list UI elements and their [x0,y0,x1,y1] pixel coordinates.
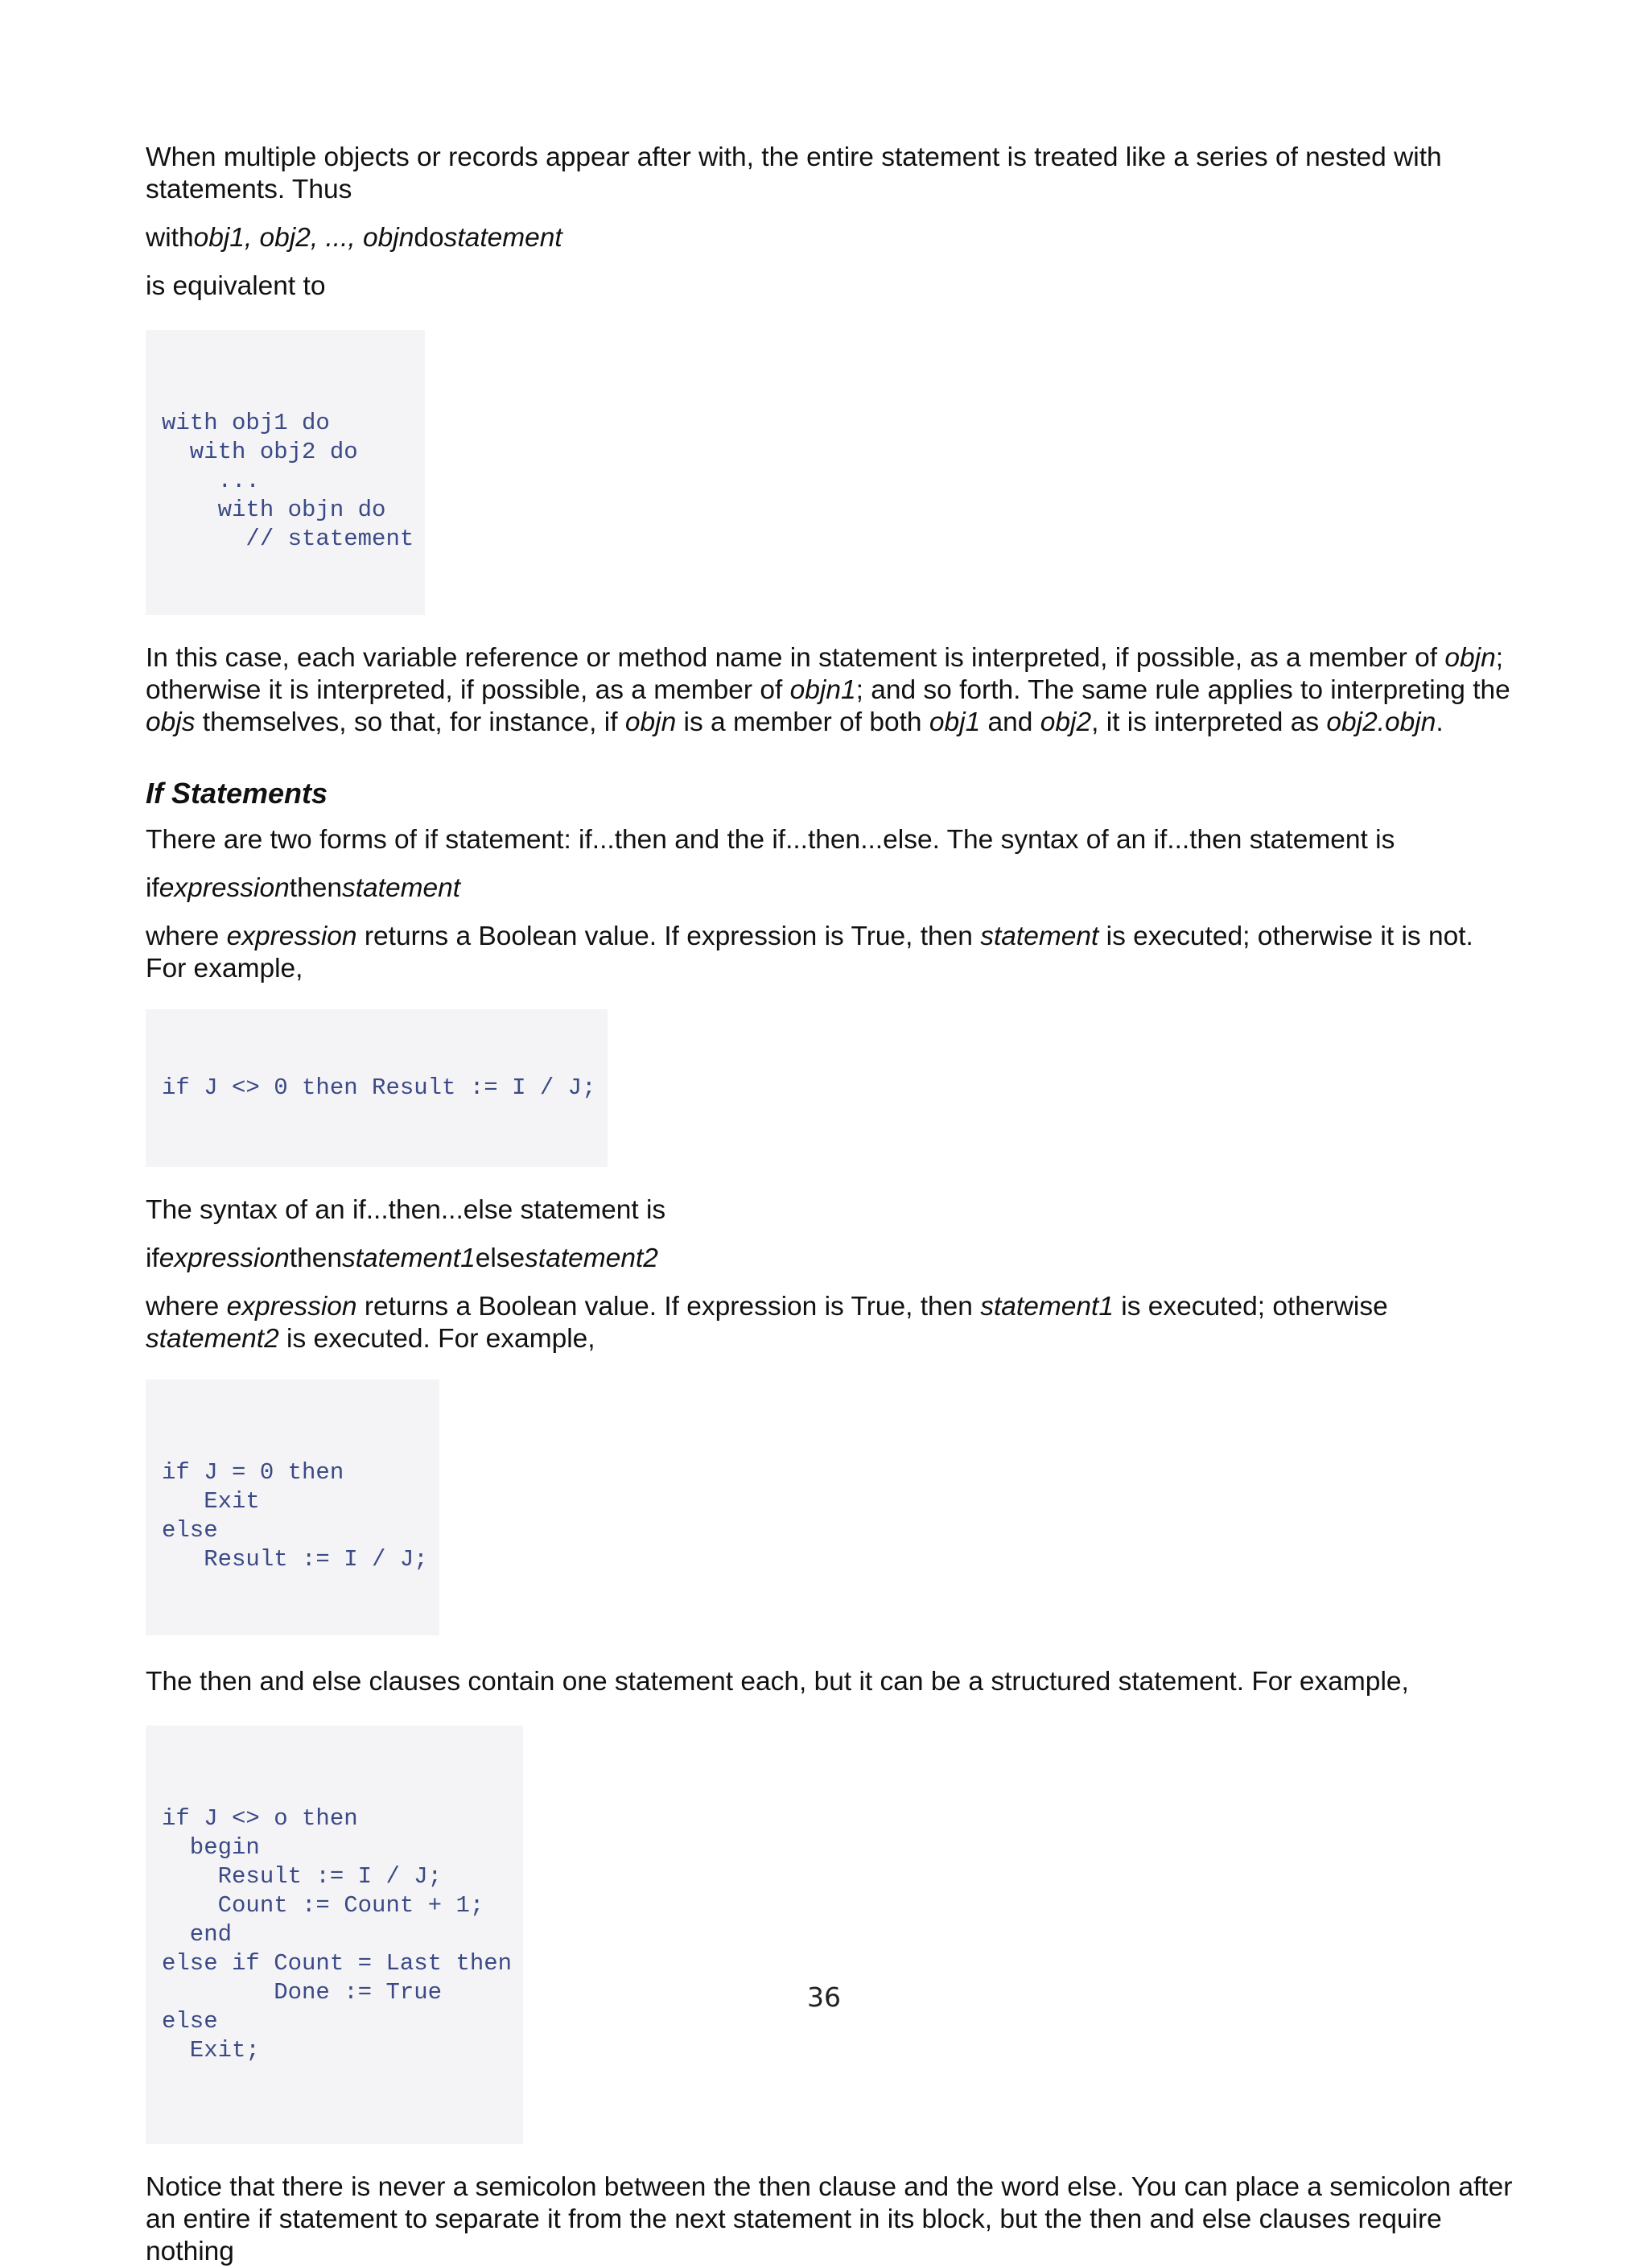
code-line: with objn do [162,497,386,523]
code-line: else if Count = Last then [162,1950,513,1977]
code-line: end [162,1921,233,1948]
italic-term: obj2 [1040,707,1092,737]
code-block-if-else [146,1379,439,1635]
code-line: // statement [162,526,414,552]
text-run: where [146,922,227,951]
italic-term: expression [226,1292,357,1322]
text-run: is executed; otherwise [1113,1292,1388,1322]
text-run: is a member of both [676,707,929,737]
text-run: is executed. For example, [278,1324,595,1354]
text-run: ; otherwise it is interpreted, if possible, as a member of [146,643,1504,705]
syntax-term: statement [341,873,461,903]
code-line: begin [162,1834,260,1861]
text-run: ; and so forth. The same rule applies to interpreting the [855,675,1510,705]
italic-term: objn1 [789,675,856,705]
intro-paragraph: When multiple objects or records appear after with, the entire statement is treated like a series of nested with statements. Thus [146,142,1442,204]
code-line: if J <> 0 then Result := I / J; [162,1074,596,1101]
clauses-paragraph: The then and else clauses contain one statement each, but it can be a structured statement. For example, [146,1667,1409,1697]
syntax-term: obj1, obj2, ..., objn [193,223,414,253]
code-line: with obj2 do [162,439,358,465]
syntax-keyword: then [289,1243,342,1273]
syntax-term: statement [443,223,562,253]
code-line: ... [162,468,260,494]
code-block-structured [146,1726,523,2144]
italic-term: objn [624,707,677,737]
italic-term: expression [226,922,357,951]
syntax-keyword: if [146,1243,159,1273]
syntax-term: expression [159,1243,290,1273]
ifelse-intro-paragraph: The syntax of an if...then...else statement is [146,1195,666,1225]
text-run: where [146,1292,227,1322]
page-number: 36 [807,1981,841,2013]
syntax-term: expression [159,873,290,903]
italic-term: statement [980,922,1099,951]
italic-term: objs [146,707,196,737]
text-run: themselves, so that, for instance, if [195,707,625,737]
italic-term: obj2.objn [1326,707,1436,737]
text-run: is executed; otherwise it is not. For example, [146,922,1473,983]
syntax-keyword: else [475,1243,525,1273]
syntax-keyword: then [289,873,342,903]
code-line: with obj1 do [162,410,330,436]
code-line: else [162,1517,218,1544]
ifelse-where-paragraph [146,1291,1514,1355]
syntax-keyword: do [414,223,444,253]
code-line: Result := I / J; [162,1546,428,1573]
with-syntax-line [146,222,1514,254]
syntax-term: statement2 [525,1243,658,1273]
document-page [146,142,1514,2268]
code-block-with [146,330,425,615]
code-line: Result := I / J; [162,1863,443,1890]
italic-term: statement1 [980,1292,1114,1322]
code-line: if J = 0 then [162,1459,344,1486]
italic-term: obj1 [929,707,981,737]
code-line: Done := True [162,1979,443,2006]
interpretation-paragraph [146,642,1514,739]
text-run: , it is interpreted as [1091,707,1327,737]
code-line: Exit; [162,2037,260,2064]
code-line: else [162,2008,218,2035]
italic-term: statement2 [146,1324,279,1354]
text-run: . [1436,707,1444,737]
italic-term: objn [1444,643,1496,673]
text-run: and [980,707,1040,737]
if-intro-paragraph: There are two forms of if statement: if...then and the if...then...else. The syntax of an if...then statement is [146,825,1395,855]
equivalent-paragraph: is equivalent to [146,271,326,301]
section-heading: If Statements [146,777,328,810]
text-run: returns a Boolean value. If expression is True, then [356,1292,981,1322]
code-line: Count := Count + 1; [162,1892,484,1919]
if-syntax-line [146,872,1514,905]
syntax-term: statement1 [341,1243,476,1273]
ifelse-syntax-line [146,1243,1514,1275]
code-block-if-then [146,1009,608,1167]
syntax-keyword: with [146,223,194,253]
if-where-paragraph [146,921,1514,985]
code-line: Exit [162,1488,260,1515]
text-run: returns a Boolean value. If expression is True, then [356,922,981,951]
text-run: In this case, each variable reference or method name in statement is interpreted, if possible, as a member of [146,643,1445,673]
syntax-keyword: if [146,873,159,903]
notice-paragraph: Notice that there is never a semicolon between the then clause and the word else. You can place a semicolon after an entire if statement to separate it from the next statement in its block, but the then and else clauses require nothing [146,2172,1513,2266]
code-line: if J <> o then [162,1805,358,1832]
